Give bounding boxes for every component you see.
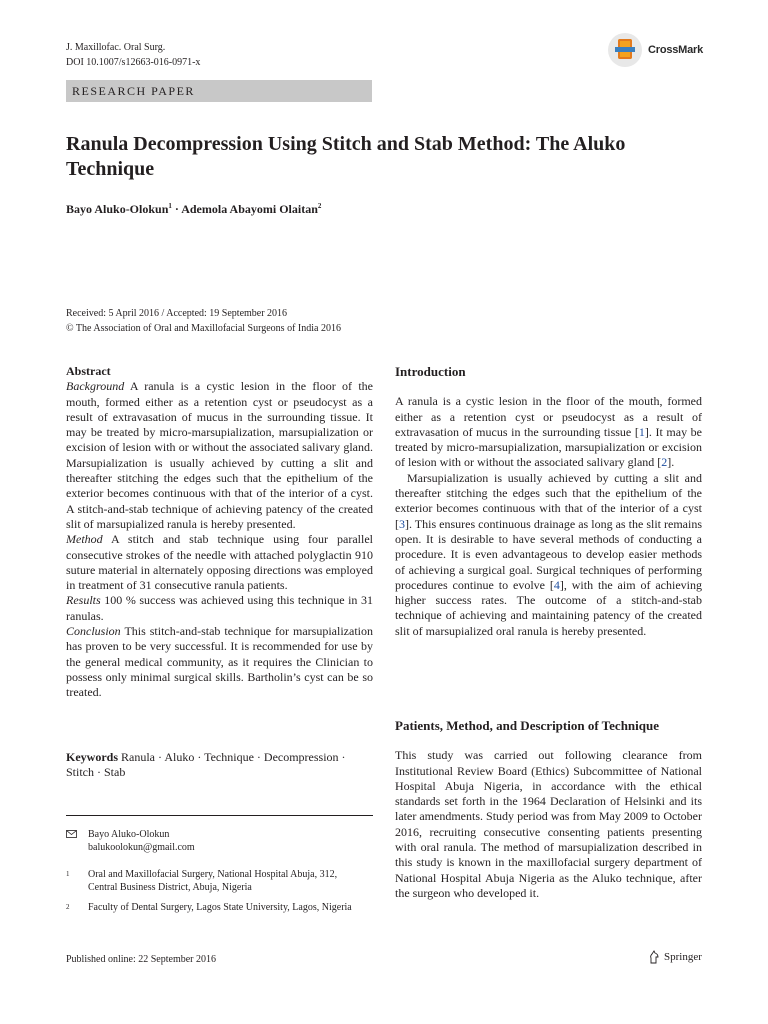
journal-name: J. Maxillofac. Oral Surg. [66,42,166,53]
author-list [66,202,321,217]
author-1[interactable]: Bayo Aluko-Olokun [66,202,169,216]
crossmark-icon [608,33,642,67]
abstract-conclusion: Conclusion This stitch-and-stab technique for marsupialization has proven to be very successful. It is recommended for use by the general medical community, as it requires the Clinician to possess only minimal surgical skills. Bartholin’s cyst can be so treated. [66,624,373,700]
article-dates [66,306,341,336]
reference-link-3[interactable]: 3 [399,516,405,531]
author-2-affil: 2 [317,202,322,210]
keywords-label: Keywords [66,750,118,764]
published-date: Published online: 22 September 2016 [66,954,216,965]
affiliation-1-text: Oral and Maxillofacial Surgery, National Hospital Abuja, 312, Central Business District, Abuja, Nigeria [88,869,338,893]
reference-link-4[interactable]: 4 [553,577,560,592]
reference-link-1[interactable]: 1 [638,424,645,439]
paper-title: Ranula Decompression Using Stitch and Stab Method: The Aluko Technique [66,133,626,180]
introduction-paragraph-2: Marsupialization is usually achieved by cutting a slit and thereafter stitching the edges such that the epithelium of the exterior becomes continuous with that of the interior of a cyst [3]. This ensures continuous drainage as long as the slit remains open. It is desirable to have several methods of conducting a procedure. It is even advantageous to develop easier methods of achieving a surgical goal. Surgical techniques of performing procedures continue to evolve [4], with the aim of achieving higher success rates. The outcome of a stitch-and-stab technique of achieving and maintaining patency of the created slit of marsupialized oral ranula is hereby presented. [395,470,702,638]
section-label: RESEARCH PAPER [72,84,195,98]
abstract-background: Background A ranula is a cystic lesion in the floor of the mouth, formed either as a retention cyst or pseudocyst as a result of extravasation of mucus in the surrounding tissue. It may be treated by micro-marsupialization, marsupialization or excision of lesion with or without the associated salivary gland. Marsupialization is usually achieved by cutting a slit and thereafter stitching the edges such that the epithelium of the exterior becomes continuous with that of the interior of a cyst. A stitch-and-stab technique of achieving patency of the created slit of marsupialized ranula is hereby presented. [66,379,373,531]
contact-email[interactable]: balukoolokun@gmail.com [88,842,195,853]
received-accepted: Received: 5 April 2016 / Accepted: 19 September 2016 [66,308,288,319]
reference-link-2[interactable]: 2 [661,455,668,470]
introduction-heading: Introduction [395,364,466,379]
abstract-heading: Abstract [66,364,111,378]
envelope-icon [66,830,77,838]
affiliation-1-number: 1 [66,870,70,878]
doi[interactable]: DOI 10.1007/s12663-016-0971-x [66,57,201,68]
author-1-affil: 1 [168,202,172,210]
abstract-section [66,364,373,701]
keywords [66,750,373,781]
affiliation-2-number: 2 [66,903,70,911]
patients-heading: Patients, Method, and Description of Technique [395,718,659,733]
patients-paragraph-1: This study was carried out following clearance from Institutional Review Board (Ethics) Subcommittee of National Hospital Abuja Nigeria, in accordance with the ethical standards set forth in the 1964 Declaration of Helsinki and its later amendments. Study period was from May 2009 to October 2016, recruiting consecutive consenting patients presenting with oral ranula. The method of marsupialization described in this study is known in the maxillofacial surgery department of National Hospital Abuja Nigeria as the Aluko technique, after the surgeon who developed it. [395,748,702,900]
abstract-method: Method A stitch and stab technique using four parallel consecutive strokes of the needle with attached polyglactin 910 suture material in alternately opposing directions was employed in treatment of 31 consecutive ranula patients. [66,532,373,593]
springer-label: Springer [664,951,702,963]
keywords-list: Ranula · Aluko · Technique · Decompression · Stitch · Stab [66,750,346,780]
copyright: © The Association of Oral and Maxillofacial Surgeons of India 2016 [66,323,341,334]
author-separator: · [171,202,182,216]
affiliation-2-text: Faculty of Dental Surgery, Lagos State University, Lagos, Nigeria [88,902,352,913]
corresponding-author [66,828,373,854]
footnote-divider [66,815,373,816]
affiliation-2 [66,901,356,914]
journal-info [66,40,200,70]
springer-horse-icon [648,950,660,964]
author-2[interactable]: Ademola Abayomi Olaitan [181,202,318,216]
introduction-section [395,364,702,639]
crossmark-badge[interactable] [608,32,728,68]
introduction-paragraph-1: A ranula is a cystic lesion in the floor of the mouth, formed either as a retention cyst or pseudocyst as a result of extravasation of mucus in the surrounding tissue [1]. It may be treated by micro-marsupialization, marsupialization or excision of lesion with or without the associated salivary gland [2]. [395,394,703,470]
contact-name: Bayo Aluko-Olokun [88,829,170,840]
springer-logo [648,950,702,964]
patients-section [395,718,702,901]
crossmark-label: CrossMark [648,44,704,56]
abstract-results: Results 100 % success was achieved using this technique in 31 ranulas. [66,593,373,623]
affiliation-1 [66,868,356,894]
